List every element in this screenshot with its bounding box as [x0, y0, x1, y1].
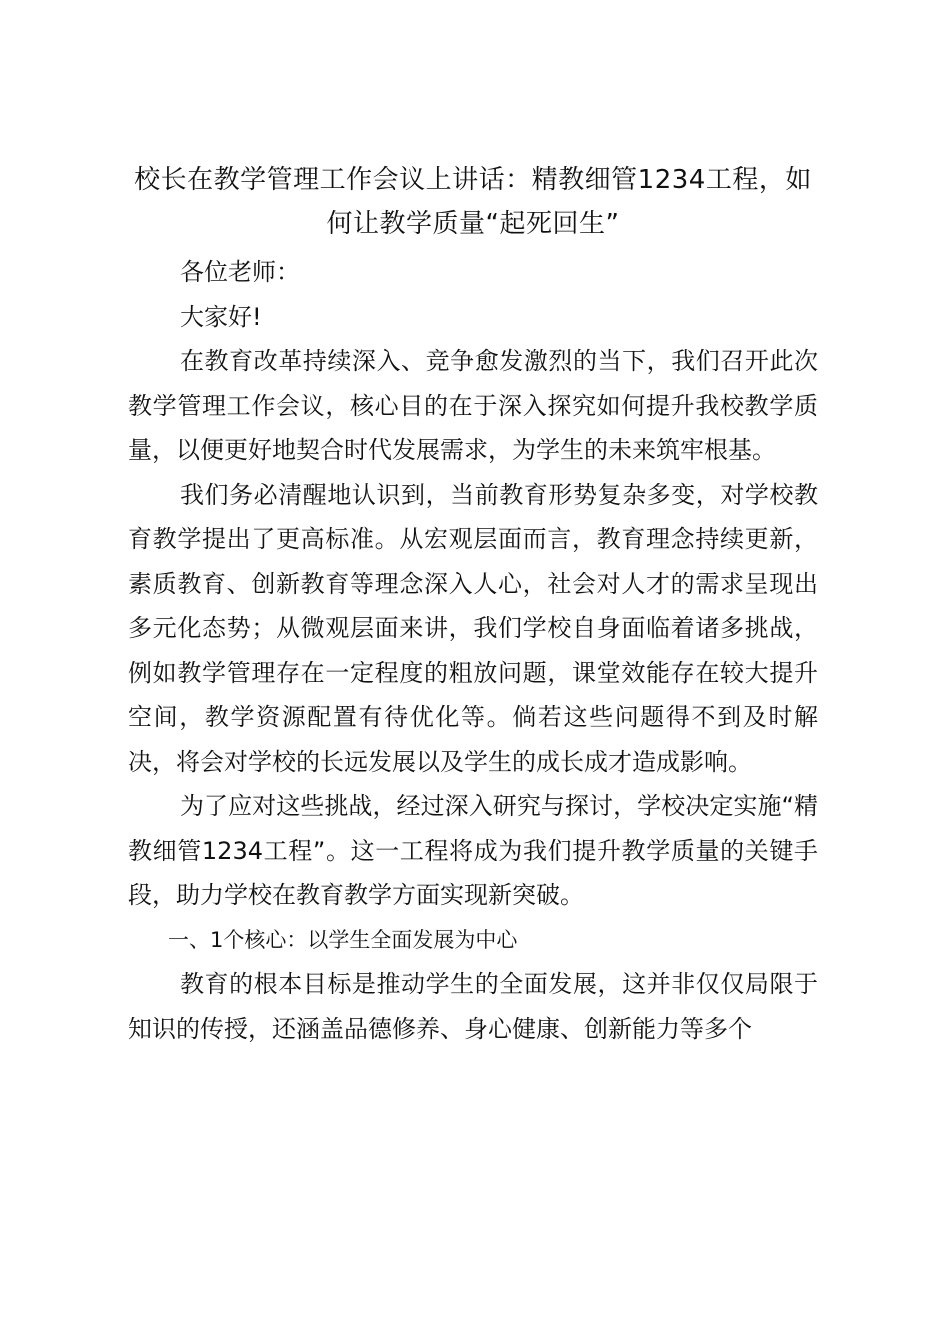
document-page	[128, 158, 818, 1051]
paragraph-situation: 我们务必清醒地认识到，当前教育形势复杂多变，对学校教育教学提出了更高标准。从宏观层面而言，教育理念持续更新，素质教育、创新教育等理念深入人心，社会对人才的需求呈现出多元化态势；从微观层面来讲，我们学校自身面临着诸多挑战，例如教学管理存在一定程度的粗放问题，课堂效能存在较大提升空间，教学资源配置有待优化等。倘若这些问题得不到及时解决，将会对学校的长远发展以及学生的成长成才造成影响。	[128, 480, 818, 776]
greeting: 大家好!	[180, 302, 262, 331]
section-heading: 一、1个核心：以学生全面发展为中心	[168, 927, 518, 952]
salutation: 各位老师：	[180, 258, 300, 286]
paragraph-project: 为了应对这些挑战，经过深入研究与探讨，学校决定实施“精教细管1234工程”。这一工程将成为我们提升教学质量的关键手段，助力学校在教育教学方面实现新突破。	[128, 792, 818, 909]
section-paragraph: 教育的根本目标是推动学生的全面发展，这并非仅仅局限于知识的传授，还涵盖品德修养、身心健康、创新能力等多个	[128, 970, 818, 1043]
document-title: 校长在教学管理工作会议上讲话：精教细管1234工程，如何让教学质量“起死回生”	[134, 165, 812, 239]
paragraph-intro: 在教育改革持续深入、竞争愈发激烈的当下，我们召开此次教学管理工作会议，核心目的在于深入探究如何提升我校教学质量，以便更好地契合时代发展需求，为学生的未来筑牢根基。	[128, 347, 818, 464]
